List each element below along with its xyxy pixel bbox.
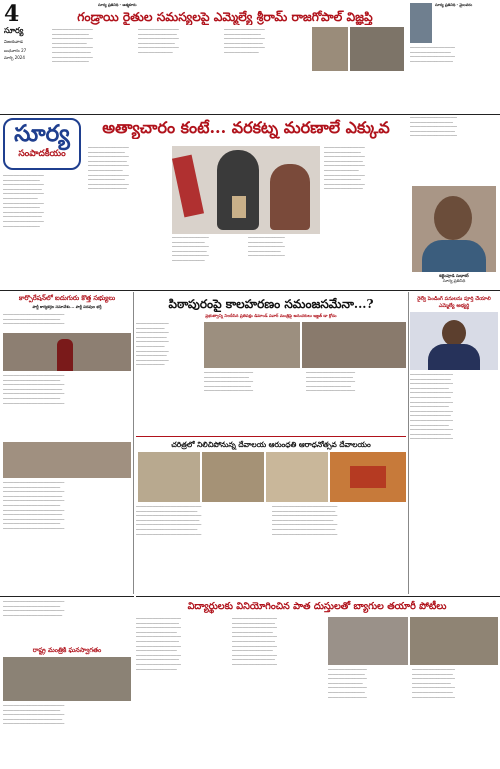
columnist-head	[434, 196, 472, 240]
temple-story-rule	[136, 436, 406, 437]
editorial-column-1: ──────────────────── ────────────────── ──────────────────── ─────────────────── ──────────────────── ───────────────── ──────────────────── ────────────────── ──────────────────── ─────────────────── ──────────────────── ──────────────────	[3, 174, 44, 229]
lead-story-column-1: ──────────────── ────────────── ──────────────── ─────────────── ──────────────── ────────────── ──────────────── ─────────────── ──────────────── ──────────────	[136, 322, 169, 368]
top-story-kicker: సూర్య ప్రతినిధి - ఆత్మకూరు	[98, 3, 137, 7]
lead-story-photo-1	[204, 322, 300, 368]
right-story-headline: రైల్వే పెండింగ్ పనులను పూర్తి చేయాలి ఎమ్మెల్యే అభ్యర్థి	[417, 296, 491, 309]
edition-city: విజయవాడ	[4, 39, 23, 44]
right-story-body: ───────────────────── ──────────────────── ───────────────────── ─────────────────── ───────────────────── ──────────────────── ───────────────────── ─────────────────── ───────────────────── ──────────────────── ───────────────────── ─────────────────── ───────────────────── ──────────────────── ─────────────────────	[410, 373, 453, 442]
top-story-photo-right	[350, 27, 404, 71]
editorial-logo-subtitle: సంపాదకీయం	[18, 149, 66, 159]
bottom-story-divider	[136, 596, 500, 597]
editorial-column-2: ──────────────────── ────────────────── ──────────────────── ─────────────────── ──────────────────── ───────────────── ──────────────────── ────────────────── ──────────────────── ───────────────────	[88, 146, 129, 192]
editorial-column-5: ──────────────────── ────────────────── ──────────────────── ─────────────────── ──────────────────── ───────────────── ──────────────────── ────────────────── ──────────────────── ───────────────────	[324, 146, 365, 192]
bottom-story-photo-2	[410, 617, 498, 665]
columnist-role: సూర్య ప్రతినిధి	[442, 278, 466, 283]
temple-story-headline: చరిత్రలో నిలిచిపోనున్న దేవాలయ ఆరుంధతి ఆరాధనోత్సవ దేవాలయం	[171, 440, 371, 449]
lead-story-headline: పిఠాపురంపై కాలహరణం సమంజసమేనా...?	[168, 297, 374, 311]
illustration-hand	[232, 196, 246, 218]
bottom-left-divider	[0, 596, 134, 597]
page-number-box	[4, 3, 46, 59]
bottom-left-body: ────────────────────────────── ──────────────────────────── ────────────────────────────── ───────────────────────────── ──────────────────────────────	[3, 704, 65, 727]
temple-photo-3	[266, 452, 328, 502]
columnist-name: కట్టెంపూడి సుధాకర్	[439, 273, 469, 278]
masthead-divider	[0, 114, 500, 115]
right-story-photo	[410, 312, 498, 370]
top-story-headline: గండ్రాయి రైతుల సమస్యలపై ఎమ్మెల్యే శ్రీరామ్ రాజగోపాల్ విజ్ఞప్తి	[77, 10, 373, 24]
top-right-photo	[410, 3, 432, 43]
page-number: 4	[4, 1, 20, 27]
top-right-column: ────────────────────── ──────────────────── ────────────────────── ─────────────────────	[410, 46, 455, 64]
bottom-story-column-4: ───────────────────── ──────────────────── ───────────────────── ─────────────────── ───────────────────── ──────────────────── ─────────────────────	[412, 668, 455, 700]
lead-story-photo-2	[302, 322, 406, 368]
left-brief-photo-speaker	[57, 339, 73, 371]
left-brief-headline: కార్పొరేషన్‌లో ఐదుగురు కొత్త సభ్యులు	[18, 294, 116, 302]
columnist-caption	[412, 273, 496, 283]
top-story-column-3: ──────────────────── ────────────────── ──────────────────── ─────────────────── ──────────────────── ─────────────────	[224, 28, 265, 55]
bottom-story-column-2: ────────────────────── ───────────────────── ────────────────────── ──────────────────── ────────────────────── ───────────────────── ────────────────────── ──────────────────── ────────────────────── ───────────────────── ──────────────────────	[232, 617, 277, 667]
editorial-logo-title: సూర్య	[14, 120, 70, 147]
bottom-left-intro: ────────────────────────────── ──────────────────────────── ────────────────────────────── ─────────────────────────────	[3, 600, 65, 618]
left-column-divider	[133, 292, 134, 594]
bottom-story-headline: విద్యార్థులకు వినియోగించిన పాత దుస్తులతో బ్యాగుల తయారీ పోటీలు	[187, 601, 447, 612]
right-column-divider	[408, 292, 409, 594]
illustration-figure-right	[270, 164, 310, 230]
right-story-photo-body	[428, 344, 480, 370]
left-brief-intro: ────────────────────────────── ──────────────────────────── ──────────────────────────────	[3, 313, 65, 327]
left-brief-subheadline: పార్టీ కార్యకర్తల సమావేశం... పార్టీ పదవుల భర్తీ	[32, 304, 102, 309]
columnist-shirt	[422, 240, 486, 272]
temple-photo-4	[330, 452, 406, 502]
editorial-illustration	[172, 146, 320, 234]
left-brief-body-2: ────────────────────────────── ──────────────────────────── ────────────────────────────── ───────────────────────────── ────────────────────────────── ──────────────────────────── ────────────────────────────── ───────────────────────────── ────────────────────────────── ──────────────────────────── ──────────────────────────────	[3, 481, 65, 531]
illustration-figure-center	[217, 150, 259, 230]
columnist-photo	[412, 186, 496, 272]
temple-story-column-1: ──────────────────────────────── ────────────────────────────── ──────────────────────────────── ─────────────────────────────── ──────────────────────────────── ────────────────────────────── ────────────────────────────────	[136, 505, 202, 537]
bottom-left-photo	[3, 657, 131, 701]
bottom-left-headline: రాష్ట్ర మంత్రికి ఘనస్వాగతం	[32, 646, 102, 654]
right-story-photo-head	[442, 320, 466, 346]
temple-photo-2	[202, 452, 264, 502]
top-story-column-2: ──────────────────── ─────────────────── ──────────────────── ────────────────── ──────────────────── ─────────────────	[138, 28, 179, 55]
top-story-column-1: ──────────────────── ────────────────── ──────────────────── ───────────────── ──────────────────── ─────────────────── ──────────────────── ──────────────────	[52, 28, 93, 65]
edition-month: మార్చి 2024	[4, 55, 25, 60]
left-brief-photo	[3, 333, 131, 371]
left-brief-photo-2	[3, 442, 131, 478]
editorial-column-3: ────────────────── ──────────────── ────────────────── ───────────────── ────────────────── ────────────────	[172, 236, 209, 263]
bottom-story-photo-1	[328, 617, 408, 665]
temple-photo-1	[138, 452, 200, 502]
editorial-column-4: ────────────────── ───────────────── ────────────────── ──────────────── ──────────────────	[248, 236, 285, 259]
temple-story-column-2: ──────────────────────────────── ─────────────────────────────── ──────────────────────────────── ────────────────────────────── ──────────────────────────────── ─────────────────────────────── ────────────────────────────────	[272, 505, 338, 537]
top-right-kicker: సూర్య ప్రతినిధి - మైలవరం	[435, 3, 473, 7]
edition-date: బుధవారం 27	[4, 48, 27, 53]
left-brief-body: ────────────────────────────── ──────────────────────────── ────────────────────────────── ───────────────────────────── ────────────────────────────── ──────────────────────────── ──────────────────────────────	[3, 374, 65, 406]
illustration-figure-left	[172, 155, 204, 218]
columnist-intro-text: ─────────────────────── ───────────────────── ─────────────────────── ────────────────────── ───────────────────────	[410, 116, 457, 139]
newspaper-brand: సూర్య	[4, 25, 24, 35]
top-story-photo-left	[312, 27, 348, 71]
editorial-logo	[3, 118, 81, 170]
editorial-headline: అత్యాచారం కంటే... వరకట్న మరణాలే ఎక్కువ	[102, 118, 390, 137]
temple-photo-structure	[350, 466, 386, 488]
lead-story-column-2: ──────────────────────── ────────────────────── ──────────────────────── ─────────────────────── ────────────────────────	[204, 371, 253, 394]
bottom-story-column-1: ────────────────────── ───────────────────── ────────────────────── ──────────────────── ────────────────────── ───────────────────── ────────────────────── ──────────────────── ────────────────────── ───────────────────── ────────────────────── ────────────────────	[136, 617, 181, 672]
lead-story-column-3: ──────────────────────── ─────────────────────── ──────────────────────── ────────────────────── ────────────────────────	[306, 371, 355, 394]
lead-story-subheadline: ప్రభుత్వాన్ని నిలదీసిన ప్రతిపక్షం డిమాండ్ పవార్ మంత్రిపై అనుచరులు ఇజ్జత్ డా క్రోదం	[205, 313, 337, 318]
editorial-divider	[0, 290, 500, 291]
bottom-story-column-3: ─────────────────── ────────────────── ─────────────────── ───────────────── ─────────────────── ────────────────── ───────────────────	[328, 668, 367, 700]
